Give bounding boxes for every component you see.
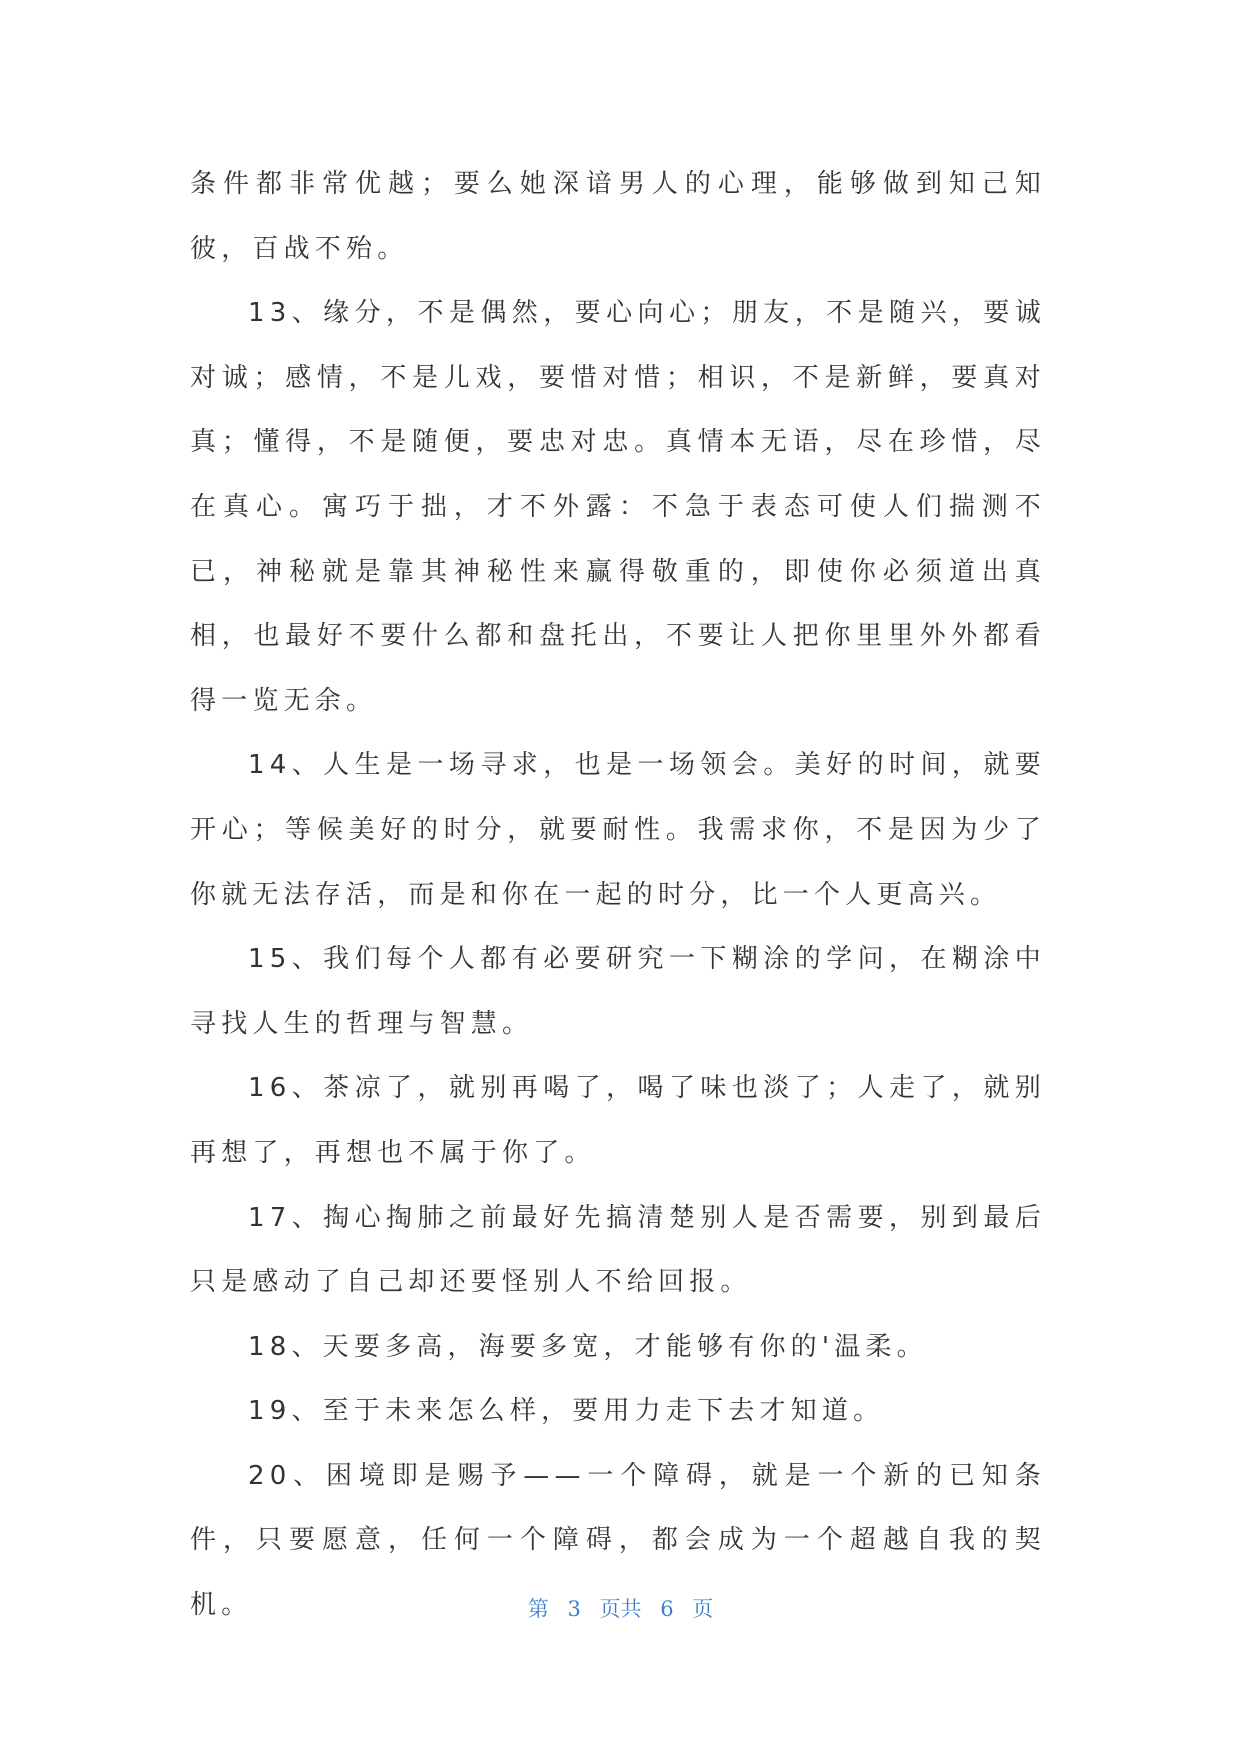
paragraph-13: 13、缘分，不是偶然，要心向心；朋友，不是随兴，要诚对诚；感情，不是儿戏，要惜对惜；相识，不是新鲜，要真对真；懂得，不是随便，要忠对忠。真情本无语，尽在珍惜，尽在真心。寓巧于拙，才不外露：不急于表态可使人们揣测不已，神秘就是靠其神秘性来赢得敬重的，即使你必须道出真相，也最好不要什么都和盘托出，不要让人把你里里外外都看得一览无余。 — [190, 298, 1046, 716]
paragraph-16: 16、茶凉了，就别再喝了，喝了味也淡了；人走了，就别再想了，再想也不属于你了。 — [190, 1073, 1046, 1168]
paragraph-19: 19、至于未来怎么样，要用力走下去才知道。 — [248, 1396, 885, 1427]
paragraph-17: 17、掏心掏肺之前最好先搞清楚别人是否需要，别到最后只是感动了自己却还要怪别人不给回报。 — [190, 1202, 1046, 1298]
paragraph-20: 20、困境即是赐予——一个障碍，就是一个新的已知条件，只要愿意，任何一个障碍，都会成为一个超越自我的契机。 — [190, 1460, 1046, 1621]
page-prefix: 第 — [527, 1597, 549, 1621]
page-middle: 页共 — [599, 1597, 642, 1621]
paragraph-18: 18、天要多高，海要多宽，才能够有你的'温柔。 — [248, 1331, 928, 1362]
page-total: 6 — [660, 1597, 674, 1621]
document-body — [190, 152, 1046, 1638]
paragraph-15: 15、我们每个人都有必要研究一下糊涂的学问，在糊涂中寻找人生的哲理与智慧。 — [190, 944, 1046, 1039]
page-footer — [0, 1594, 1241, 1624]
page-number: 3 — [567, 1597, 581, 1621]
page-suffix: 页 — [692, 1597, 714, 1621]
paragraph-14: 14、人生是一场寻求，也是一场领会。美好的时间，就要开心；等候美好的时分，就要耐性。我需求你，不是因为少了你就无法存活，而是和你在一起的时分，比一个人更高兴。 — [190, 750, 1046, 910]
paragraph-continuation: 条件都非常优越；要么她深谙男人的心理，能够做到知己知彼，百战不殆。 — [190, 169, 1046, 264]
